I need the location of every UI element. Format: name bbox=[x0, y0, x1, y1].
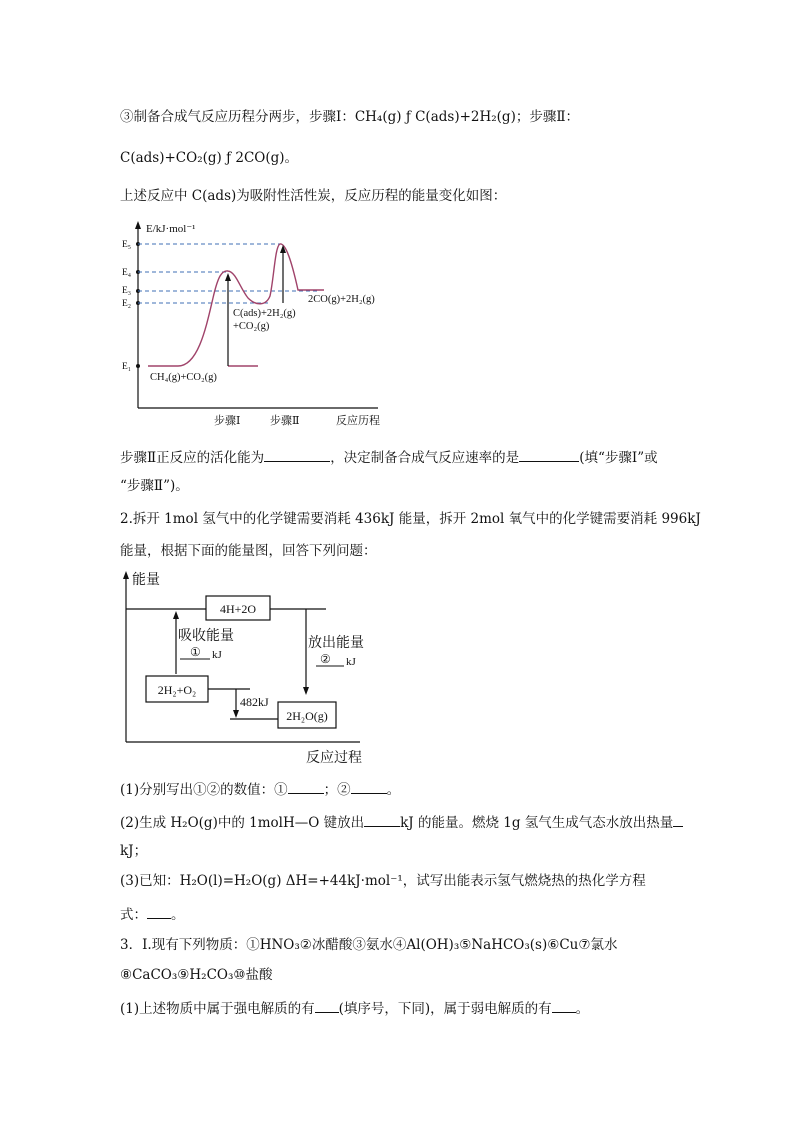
release-mark: ② bbox=[320, 652, 331, 666]
q3-line-1: 3．I.现有下列物质：①HNO₃②冰醋酸③氨水④Al(OH)₃⑤NaHCO₃(s)⑥Cu⑦氯水 bbox=[120, 937, 618, 953]
q1-question-c: (填“步骤Ⅰ”或 bbox=[579, 450, 658, 466]
product-label: 2H₂O(g) bbox=[286, 709, 328, 723]
q1-question-a: 步骤Ⅱ正反应的活化能为 bbox=[120, 450, 265, 466]
q2-sub2-c: kJ； bbox=[120, 843, 148, 859]
bond-energy-diagram bbox=[118, 568, 378, 768]
q2-sub3-c: 。 bbox=[171, 907, 185, 923]
q3-sub1 bbox=[120, 998, 589, 1018]
energy-levels bbox=[122, 240, 140, 372]
e3-label: E₃ bbox=[122, 286, 132, 296]
release-label: 放出能量 bbox=[308, 636, 364, 651]
q1-step-line-2: C(ads)+CO₂(g) ƒ 2CO(g)。 bbox=[120, 150, 299, 166]
q2-sub3-a: (3)已知：H₂O(l)=H₂O(g) ΔH=+44kJ·mol⁻¹，试写出能表示氢气燃烧热的热化学方程 bbox=[120, 873, 646, 889]
y-axis-label: E/kJ·mol⁻¹ bbox=[146, 223, 196, 235]
e5-label: E₅ bbox=[122, 240, 132, 250]
q2-blank-value-2[interactable] bbox=[351, 779, 387, 794]
y-axis-arrow-icon bbox=[135, 221, 141, 229]
q3-blank-strong[interactable] bbox=[315, 998, 339, 1013]
energy-curve bbox=[148, 244, 324, 366]
y-axis-arrow-icon bbox=[123, 571, 129, 579]
q1-question-b: ，决定制备合成气反应速率的是 bbox=[330, 450, 520, 466]
q1-blank-rate-step[interactable] bbox=[519, 447, 579, 462]
q3-sub1-a: (1)上述物质中属于强电解质的有 bbox=[120, 1001, 315, 1017]
absorb-arrow-icon bbox=[173, 611, 179, 619]
q2-sub2-a: (2)生成 H₂O(g)中的 1molH—O 键放出 bbox=[120, 815, 365, 831]
release-arrow-icon bbox=[303, 687, 309, 695]
release-unit: kJ bbox=[346, 656, 356, 668]
q2-sub2 bbox=[120, 812, 683, 832]
reactant-label: 2H₂+O₂ bbox=[157, 683, 197, 697]
q2-sub2-b: kJ 的能量。燃烧 1g 氢气生成气态水放出热量 bbox=[400, 815, 674, 831]
q1-intro: 上述反应中 C(ads)为吸附性活性炭，反应历程的能量变化如图： bbox=[120, 188, 507, 204]
e1-label: E₁ bbox=[122, 362, 132, 372]
q1-question bbox=[120, 447, 658, 467]
q1-step-line-1: ③制备合成气反应历程分两步，步骤Ⅰ：CH₄(g) ƒ C(ads)+2H₂(g)；步骤Ⅱ： bbox=[120, 109, 580, 125]
q1-blank-activation-energy[interactable] bbox=[264, 447, 330, 462]
state-mid-label-1: C(ads)+2H₂(g) bbox=[233, 308, 296, 319]
q3-sub1-c: 。 bbox=[575, 1001, 590, 1017]
absorb-mark: ① bbox=[190, 645, 201, 659]
q2-line-2: 能量，根据下面的能量图，回答下列问题： bbox=[120, 543, 377, 559]
state-mid-label-2: +CO₂(g) bbox=[233, 321, 270, 332]
q2-line-1: 2.拆开 1mol 氢气中的化学键需要消耗 436kJ 能量，拆开 2mol 氧气中的化学键需要消耗 996kJ bbox=[120, 511, 701, 527]
q2-blank-bond-energy[interactable] bbox=[364, 812, 400, 827]
q2-sub1 bbox=[120, 779, 400, 799]
q2-sub1-c: 。 bbox=[386, 782, 401, 798]
absorb-label: 吸收能量 bbox=[178, 629, 234, 644]
x-axis-label: 反应历程 bbox=[336, 415, 380, 427]
state-initial-label: CH₄(g)+CO₂(g) bbox=[150, 372, 217, 383]
absorb-unit: kJ bbox=[212, 649, 222, 661]
q2-sub3 bbox=[120, 904, 185, 924]
q2-blank-value-1[interactable] bbox=[288, 779, 324, 794]
activation-arrows bbox=[225, 245, 286, 366]
q2-sub1-a: (1)分别写出①②的数值：① bbox=[120, 782, 288, 798]
x-step2-label: 步骤Ⅱ bbox=[270, 415, 300, 427]
y-axis-label: 能量 bbox=[132, 573, 160, 588]
delta-label: 482kJ bbox=[240, 695, 269, 709]
q2-sub1-b: ；② bbox=[323, 782, 351, 798]
q2-blank-heat[interactable] bbox=[673, 812, 683, 827]
q2-blank-equation[interactable] bbox=[147, 904, 171, 919]
x-axis-label: 反应过程 bbox=[306, 751, 362, 766]
e4-label: E₄ bbox=[122, 268, 132, 278]
q1-question-d: “步骤Ⅱ”)。 bbox=[120, 478, 189, 494]
q3-line-2: ⑧CaCO₃⑨H₂CO₃⑩盐酸 bbox=[120, 967, 273, 983]
x-step1-label: 步骤Ⅰ bbox=[214, 415, 241, 427]
energy-profile-diagram bbox=[118, 218, 398, 430]
state-final-label: 2CO(g)+2H₂(g) bbox=[308, 294, 375, 305]
q3-sub1-b: (填序号，下同)，属于弱电解质的有 bbox=[338, 1001, 552, 1017]
delta-arrow-icon bbox=[233, 710, 239, 718]
q2-sub3-b: 式： bbox=[120, 907, 147, 923]
e2-label: E₂ bbox=[122, 299, 132, 309]
top-state-label: 4H+2O bbox=[219, 602, 257, 616]
q3-blank-weak[interactable] bbox=[552, 998, 576, 1013]
